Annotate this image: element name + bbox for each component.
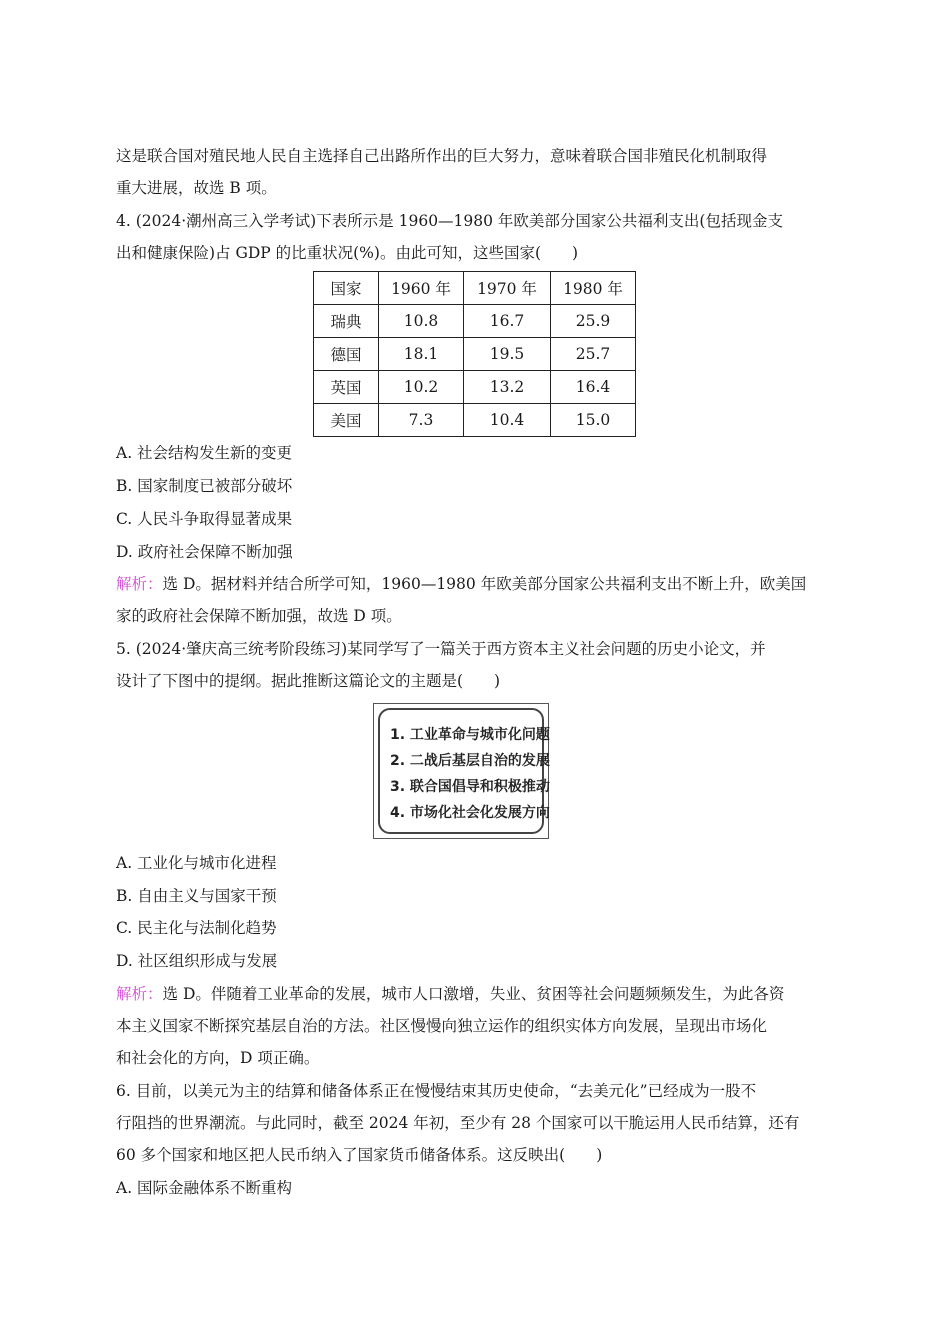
welfare-table	[313, 271, 636, 437]
q5-stem-line-1: 5. (2024·肇庆高三统考阶段练习)某同学写了一篇关于西方资本主义社会问题的历史小论文，并	[116, 640, 766, 658]
table-cell: 15.0	[551, 404, 636, 437]
essay-outline-box	[378, 708, 550, 834]
table-cell: 25.7	[551, 338, 636, 371]
q4-analysis-line-2: 家的政府社会保障不断加强，故选 D 项。	[116, 607, 402, 625]
table-cell: 25.9	[551, 305, 636, 338]
table-header-row	[314, 272, 636, 305]
table-row	[314, 371, 636, 404]
table-row	[314, 338, 636, 371]
q4-option-a: A. 社会结构发生新的变更	[116, 444, 293, 462]
q4-analysis-line-1	[116, 572, 836, 596]
q5-option-a: A. 工业化与城市化进程	[116, 854, 277, 872]
q6-stem-line-2: 行阻挡的世界潮流。与此同时，截至 2024 年初，至少有 28 个国家可以干脆运用人民币结算，还有	[116, 1114, 800, 1132]
q5-stem-line-2: 设计了下图中的提纲。据此推断这篇论文的主题是( )	[116, 672, 501, 690]
table-cell: 16.4	[551, 371, 636, 404]
q5-analysis-line-2: 本主义国家不断探究基层自治的方法。社区慢慢向独立运作的组织实体方向发展，呈现出市场化	[116, 1017, 768, 1035]
q5-option-b: B. 自由主义与国家干预	[116, 887, 277, 905]
q5-option-d: D. 社区组织形成与发展	[116, 952, 278, 970]
table-cell: 德国	[314, 338, 379, 371]
q4-option-c: C. 人民斗争取得显著成果	[116, 510, 293, 528]
intro-line-2: 重大进展，故选 B 项。	[116, 179, 277, 197]
table-cell: 10.8	[379, 305, 464, 338]
q4-option-d: D. 政府社会保障不断加强	[116, 543, 293, 561]
table-header-cell: 1960 年	[379, 272, 464, 305]
outline-item: 2. 二战后基层自治的发展	[390, 753, 550, 769]
intro-line-1: 这是联合国对殖民地人民自主选择自己出路所作出的巨大努力，意味着联合国非殖民化机制取得	[116, 147, 768, 165]
q4-stem-line-1: 4. (2024·潮州高三入学考试)下表所示是 1960—1980 年欧美部分国家公共福利支出(包括现金支	[116, 212, 783, 230]
table-header-cell: 国家	[314, 272, 379, 305]
outline-item: 4. 市场化社会化发展方向	[390, 805, 550, 821]
table-cell: 10.4	[464, 404, 551, 437]
analysis-text: 选 D。据材料并结合所学可知，1960—1980 年欧美部分国家公共福利支出不断上升，欧美国	[162, 575, 807, 593]
outline-item: 1. 工业革命与城市化问题	[390, 727, 550, 743]
table-cell: 美国	[314, 404, 379, 437]
q6-option-a: A. 国际金融体系不断重构	[116, 1179, 293, 1197]
table-cell: 10.2	[379, 371, 464, 404]
q4-option-b: B. 国家制度已被部分破坏	[116, 477, 293, 495]
table-row	[314, 404, 636, 437]
table-cell: 18.1	[379, 338, 464, 371]
table-cell: 瑞典	[314, 305, 379, 338]
table-cell: 7.3	[379, 404, 464, 437]
table-cell: 13.2	[464, 371, 551, 404]
table-cell: 19.5	[464, 338, 551, 371]
q5-analysis-line-3: 和社会化的方向，D 项正确。	[116, 1049, 320, 1067]
q4-stem-line-2: 出和健康保险)占 GDP 的比重状况(%)。由此可知，这些国家( )	[116, 244, 579, 262]
analysis-label: 解析：	[116, 985, 163, 1003]
essay-outline-figure	[373, 703, 549, 839]
q6-stem-line-1: 6. 目前，以美元为主的结算和储备体系正在慢慢结束其历史使命，“去美元化”已经成为一股不	[116, 1082, 757, 1100]
q5-option-c: C. 民主化与法制化趋势	[116, 919, 277, 937]
analysis-label: 解析：	[116, 575, 163, 593]
outline-item: 3. 联合国倡导和积极推动	[390, 779, 550, 795]
table-header-cell: 1980 年	[551, 272, 636, 305]
table-cell: 英国	[314, 371, 379, 404]
table-header-cell: 1970 年	[464, 272, 551, 305]
q6-stem-line-3: 60 多个国家和地区把人民币纳入了国家货币储备体系。这反映出( )	[116, 1146, 603, 1164]
analysis-text: 选 D。伴随着工业革命的发展，城市人口激增，失业、贫困等社会问题频频发生，为此各资	[162, 985, 785, 1003]
table-row	[314, 305, 636, 338]
table-cell: 16.7	[464, 305, 551, 338]
q5-analysis-line-1	[116, 982, 836, 1006]
